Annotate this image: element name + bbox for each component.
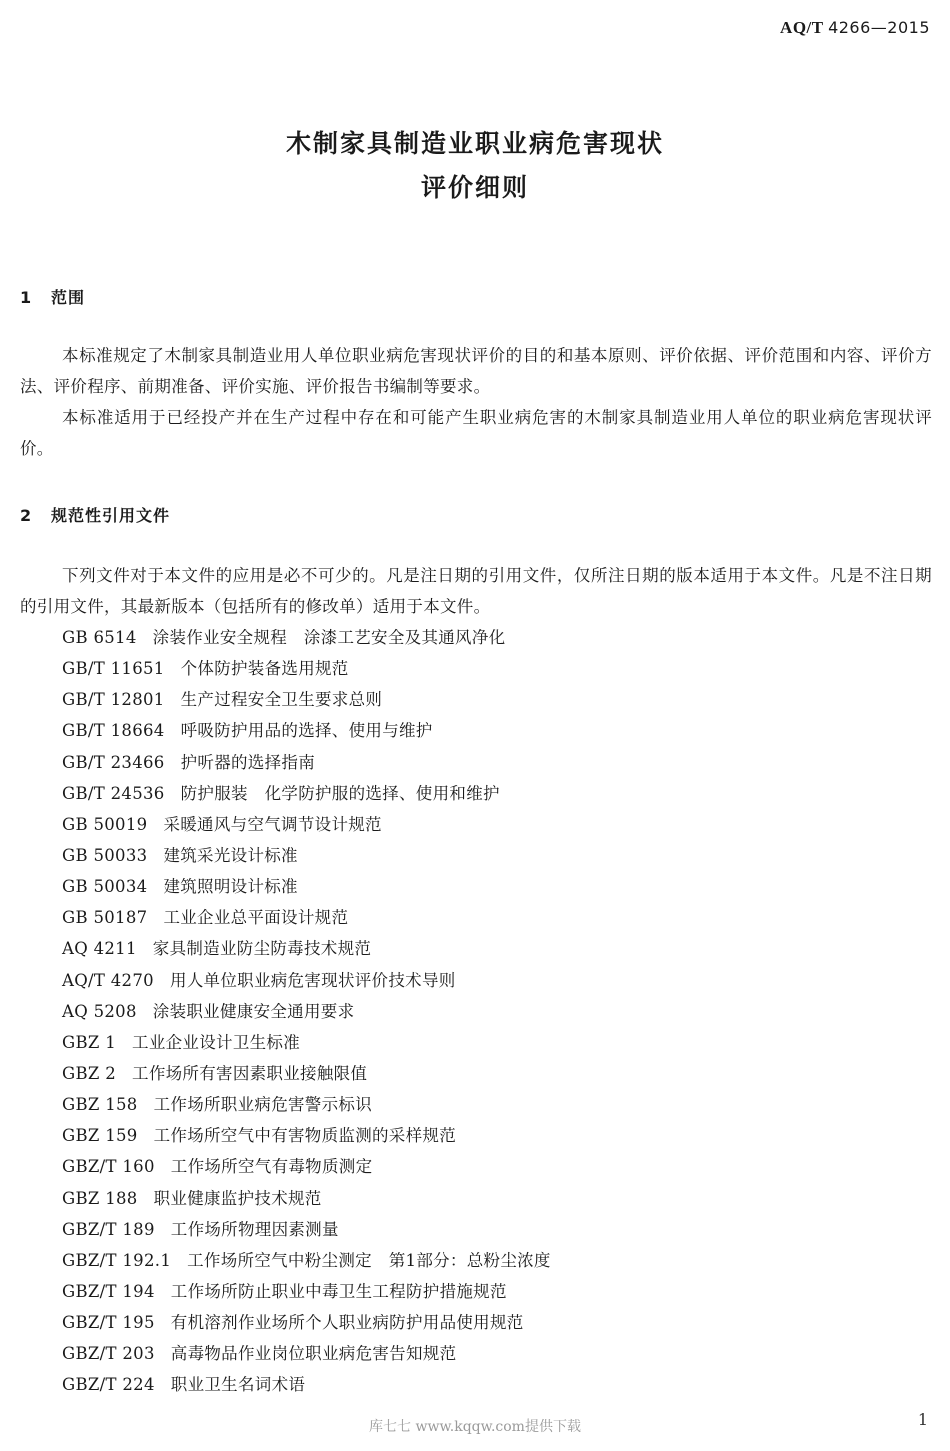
reference-title: 防护服装 化学防护服的选择、使用和维护 xyxy=(180,783,500,803)
reference-item xyxy=(62,1027,551,1058)
reference-item xyxy=(62,871,551,902)
section-1-title: 范围 xyxy=(51,288,86,307)
reference-code: AQ/T 4270 xyxy=(62,970,154,990)
reference-item xyxy=(62,996,551,1027)
reference-item xyxy=(62,747,551,778)
reference-item xyxy=(62,933,551,964)
reference-code: GB/T 11651 xyxy=(62,659,165,679)
reference-item xyxy=(62,1120,551,1151)
reference-code: GB 6514 xyxy=(62,628,137,647)
reference-item xyxy=(62,1214,551,1245)
reference-item xyxy=(62,653,551,684)
reference-code: GB/T 23466 xyxy=(62,752,165,772)
reference-item xyxy=(62,965,551,996)
section-1-heading xyxy=(20,285,85,308)
section-1-number: 1 xyxy=(20,288,33,307)
reference-code: AQ 5208 xyxy=(62,1001,137,1021)
reference-item xyxy=(62,1276,551,1307)
reference-title: 工作场所有害因素职业接触限值 xyxy=(132,1063,368,1083)
reference-code: GB 50187 xyxy=(62,908,148,928)
section-2-heading xyxy=(20,503,170,526)
reference-item xyxy=(62,622,551,653)
reference-title: 职业健康监护技术规范 xyxy=(153,1188,322,1208)
reference-item xyxy=(62,715,551,746)
reference-code: GBZ 158 xyxy=(62,1095,138,1115)
reference-title: 工作场所职业病危害警示标识 xyxy=(153,1095,373,1115)
reference-title: 用人单位职业病危害现状评价技术导则 xyxy=(169,970,456,990)
section-2-number: 2 xyxy=(20,506,33,525)
reference-code: GBZ/T 189 xyxy=(62,1219,155,1239)
scope-paragraph-2: 本标准适用于已经投产并在生产过程中存在和可能产生职业病危害的木制家具制造业用人单位的职业病危害现状评价。 xyxy=(20,408,932,458)
reference-item xyxy=(62,1245,551,1276)
reference-item xyxy=(62,809,551,840)
page-number: 1 xyxy=(917,1410,928,1429)
reference-title: 工作场所防止职业中毒卫生工程防护措施规范 xyxy=(170,1281,507,1301)
reference-code: GBZ/T 224 xyxy=(62,1375,155,1395)
section-2-title: 规范性引用文件 xyxy=(51,506,171,525)
reference-item xyxy=(62,1058,551,1089)
reference-title: 职业卫生名词术语 xyxy=(170,1375,306,1395)
reference-title: 建筑照明设计标准 xyxy=(163,877,298,897)
scope-paragraph-1: 本标准规定了木制家具制造业用人单位职业病危害现状评价的目的和基本原则、评价依据、评价范围和内容、评价方法、评价程序、前期准备、评价实施、评价报告书编制等要求。 xyxy=(20,346,932,396)
reference-code: GBZ/T 192.1 xyxy=(62,1250,172,1270)
reference-item xyxy=(62,840,551,871)
reference-title: 家具制造业防尘防毒技术规范 xyxy=(152,939,372,959)
reference-title: 建筑采光设计标准 xyxy=(163,845,298,865)
reference-code: GBZ 2 xyxy=(62,1063,117,1083)
reference-code: GB 50034 xyxy=(62,877,148,897)
reference-title: 护听器的选择指南 xyxy=(180,752,316,772)
reference-item xyxy=(62,902,551,933)
reference-code: GBZ/T 160 xyxy=(62,1157,155,1177)
reference-code: GBZ 1 xyxy=(62,1032,117,1052)
reference-code: GB/T 24536 xyxy=(62,783,165,803)
reference-item xyxy=(62,1369,551,1400)
reference-title: 工作场所空气中有害物质监测的采样规范 xyxy=(153,1126,457,1146)
standard-code-prefix: AQ/T xyxy=(780,18,824,37)
reference-item xyxy=(62,1183,551,1214)
reference-title: 个体防护装备选用规范 xyxy=(180,659,349,679)
reference-list xyxy=(62,622,551,1401)
reference-title: 呼吸防护用品的选择、使用与维护 xyxy=(180,721,433,741)
standard-code-number: 4266—2015 xyxy=(828,18,930,37)
reference-title: 高毒物品作业岗位职业病危害告知规范 xyxy=(170,1344,457,1364)
reference-item xyxy=(62,778,551,809)
reference-title: 工作场所空气有毒物质测定 xyxy=(170,1157,373,1177)
reference-title: 涂装职业健康安全通用要求 xyxy=(152,1001,355,1021)
reference-code: GBZ/T 194 xyxy=(62,1281,155,1301)
standard-code xyxy=(780,18,930,38)
reference-code: GB/T 18664 xyxy=(62,721,165,741)
reference-code: GB/T 12801 xyxy=(62,690,165,710)
reference-code: GBZ/T 203 xyxy=(62,1344,155,1364)
document-title-line1: 木制家具制造业职业病危害现状 xyxy=(285,129,664,158)
reference-item xyxy=(62,1338,551,1369)
reference-item xyxy=(62,1151,551,1182)
reference-code: GB 50033 xyxy=(62,845,148,865)
reference-title: 有机溶剂作业场所个人职业病防护用品使用规范 xyxy=(170,1313,524,1333)
reference-item xyxy=(62,684,551,715)
reference-code: GBZ/T 195 xyxy=(62,1313,155,1333)
reference-code: GB 50019 xyxy=(62,814,148,834)
download-watermark: 库七七 www.kqqw.com提供下载 xyxy=(369,1419,581,1435)
reference-title: 生产过程安全卫生要求总则 xyxy=(180,690,383,710)
reference-title: 采暖通风与空气调节设计规范 xyxy=(163,814,382,834)
reference-title: 工作场所物理因素测量 xyxy=(170,1219,339,1239)
reference-title: 工作场所空气中粉尘测定 第1部分：总粉尘浓度 xyxy=(187,1250,551,1270)
reference-title: 工业企业设计卫生标准 xyxy=(132,1032,301,1052)
reference-title: 涂装作业安全规程 涂漆工艺安全及其通风净化 xyxy=(152,628,506,647)
reference-code: GBZ 159 xyxy=(62,1126,138,1146)
reference-title: 工业企业总平面设计规范 xyxy=(163,908,349,928)
reference-item xyxy=(62,1307,551,1338)
reference-code: AQ 4211 xyxy=(62,939,137,959)
document-title-line2: 评价细则 xyxy=(420,173,529,202)
references-intro: 下列文件对于本文件的应用是必不可少的。凡是注日期的引用文件，仅所注日期的版本适用于本文件。凡是不注日期的引用文件，其最新版本（包括所有的修改单）适用于本文件。 xyxy=(20,566,932,616)
reference-item xyxy=(62,1089,551,1120)
reference-code: GBZ 188 xyxy=(62,1188,138,1208)
